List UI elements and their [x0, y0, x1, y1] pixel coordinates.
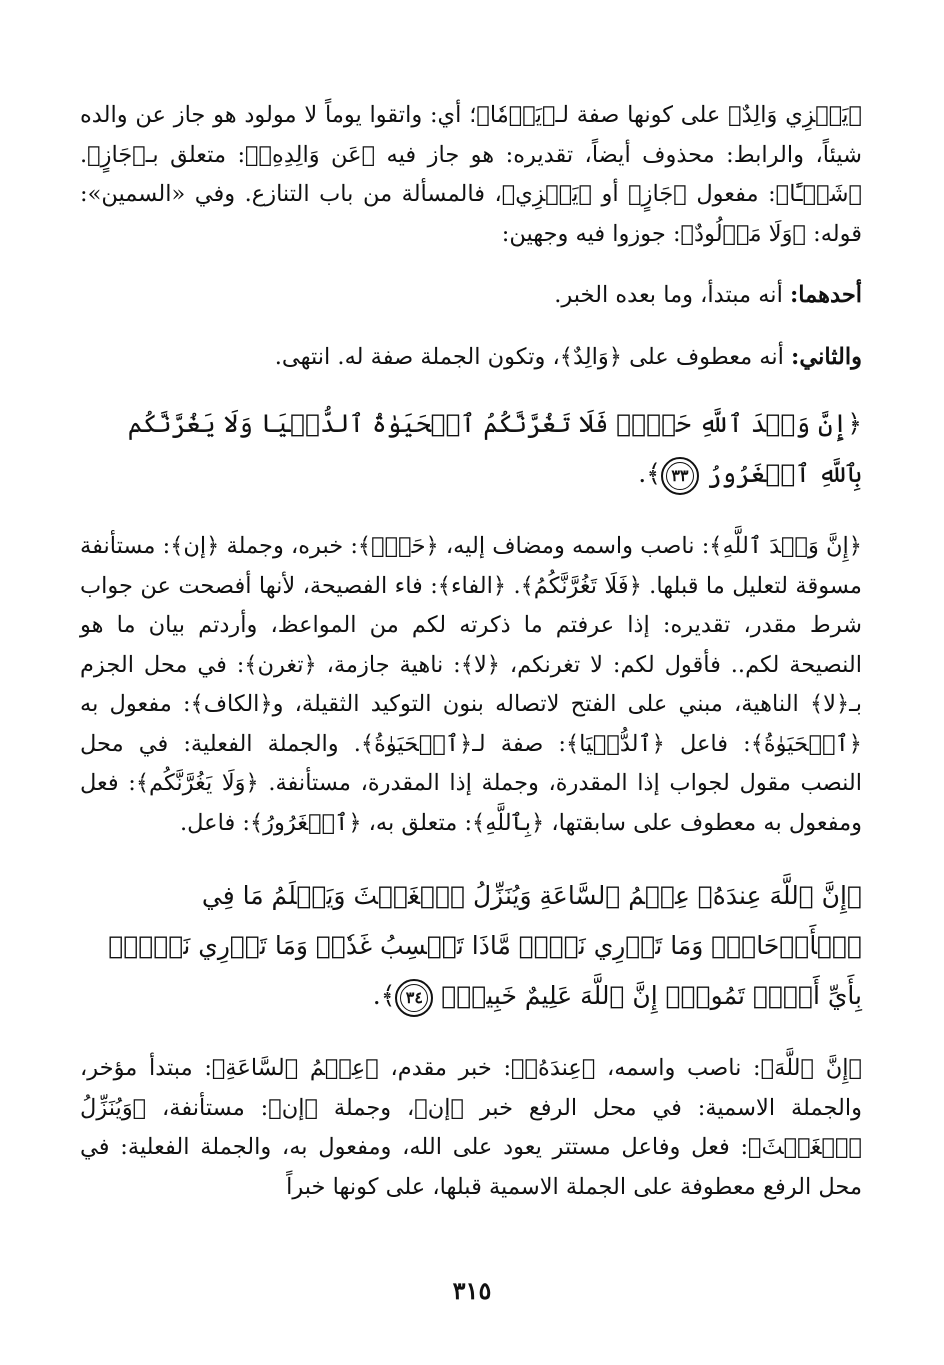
second-opinion-text: أنه معطوف على ﴿وَالِدٌ﴾، وتكون الجملة صفة له. انتهى. — [274, 343, 792, 370]
verse-33-end: ﴾. — [638, 459, 661, 488]
ayah-number-33: ٣٣ — [661, 457, 699, 495]
spacer — [80, 499, 862, 527]
verse-33-text: ﴿إِنَّ وَعۡدَ ٱللَّهِ حَقّٞۖ فَلَا تَغُرَّنَّكُمُ ٱلۡحَيَوٰةُ ٱلدُّنۡيَا وَلَا يَغُرَّنَّكُم بِٱللَّهِ ٱلۡغَرُورُ — [127, 409, 862, 488]
spacer — [80, 316, 862, 338]
page-number: ٣١٥ — [452, 1276, 492, 1305]
spacer — [80, 843, 862, 871]
page-body — [80, 96, 862, 1325]
spacer — [80, 254, 862, 276]
commentary-34: ﴿إِنَّ ٱللَّهَ﴾: ناصب واسمه، ﴿عِندَهُۥ﴾: خبر مقدم، ﴿عِلۡمُ ٱلسَّاعَةِ﴾: مبتدأ مؤخر، والجملة الاسمية: في محل الرفع خبر ﴿إن﴾، وجملة ﴿إن﴾: مستأنفة، ﴿وَيُنَزِّلُ ٱلۡغَيۡثَ﴾: فعل وفاعل مستتر يعود على الله، ومفعول به، والجملة الفعلية: في محل الرفع معطوفة على الجملة الاسمية قبلها، على كونها خبراً — [80, 1055, 862, 1200]
first-opinion-text: أنه مبتدأ، وما بعده الخبر. — [554, 282, 790, 308]
ayah-number-34: ٣٤ — [395, 979, 433, 1017]
verse-34-end: ﴾. — [372, 981, 396, 1010]
second-opinion-label: والثاني: — [791, 343, 862, 370]
verse-33 — [80, 399, 862, 499]
verse-34-text: ﴿إِنَّ ٱللَّهَ عِندَهُۥ عِلۡمُ ٱلسَّاعَةِ وَيُنَزِّلُ ٱلۡغَيۡثَ وَيَعۡلَمُ مَا فِي ٱلۡأَرۡحَامِۖ وَمَا تَدۡرِي نَفۡسٞ مَّاذَا تَكۡسِبُ غَدٗاۖ وَمَا تَدۡرِي نَفۡسُۢ بِأَيِّ أَرۡضٖ تَمُوتُۚ إِنَّ ٱللَّهَ عَلِيمٌ خَبِيرُۢ — [108, 881, 862, 1010]
first-opinion — [80, 276, 862, 316]
commentary-33: ﴿إِنَّ وَعۡدَ ٱللَّهِ﴾: ناصب واسمه ومضاف إليه، ﴿حَقّٞ﴾: خبره، وجملة ﴿إن﴾: مستأنفة مسوقة لتعليل ما قبلها. ﴿فَلَا تَغُرَّنَّكُمُ﴾. ﴿الفاء﴾: فاء الفصيحة، لأنها أفصحت عن جواب شرط مقدر، تقديره: إذا عرفتم ما ذكرته لكم من المواعظ، وأردتم بيان ما هو النصيحة لكم.. فأقول لكم: لا تغرنكم، ﴿لا﴾: ناهية جازمة، ﴿تغرن﴾: في محل الجزم بـ﴿لا﴾ الناهية، مبني على الفتح لاتصاله بنون التوكيد الثقيلة، و﴿الكاف﴾: مفعول به ﴿ٱلۡحَيَوٰةُ﴾: فاعل ﴿ٱلدُّنۡيَا﴾: صفة لـ﴿ٱلۡحَيَوٰةُ﴾. والجملة الفعلية: في محل النصب مقول لجواب إذا المقدرة، وجملة إذا المقدرة، مستأنفة. ﴿وَلَا يَغُرَّنَّكُم﴾: فعل ومفعول به معطوف على سابقتها، ﴿بِٱللَّهِ﴾: متعلق به، ﴿ٱلۡغَرُورُ﴾: فاعل. — [80, 533, 862, 836]
verse-34 — [80, 871, 862, 1021]
spacer — [80, 1021, 862, 1049]
spacer — [80, 377, 862, 399]
paragraph-intro: ﴿يَجۡزِي وَالِدٌ﴾ على كونها صفة لـ﴿يَوۡمٗا﴾؛ أي: واتقوا يوماً لا مولود هو جاز عن والده شيئاً، والرابط: محذوف أيضاً، تقديره: هو جاز فيه ﴿عَن وَالِدِهِۦ﴾: متعلق بـ﴿جَازٍ﴾. ﴿شَيۡـًٔا﴾: مفعول ﴿جَازٍ﴾ أو ﴿يَجۡزِي﴾، فالمسألة من باب التنازع. وفي «السمين»: قوله: ﴿وَلَا مَوۡلُودٌ﴾: جوزوا فيه وجهين: — [80, 102, 862, 247]
first-opinion-label: أحدهما: — [789, 282, 862, 308]
second-opinion — [80, 338, 862, 378]
